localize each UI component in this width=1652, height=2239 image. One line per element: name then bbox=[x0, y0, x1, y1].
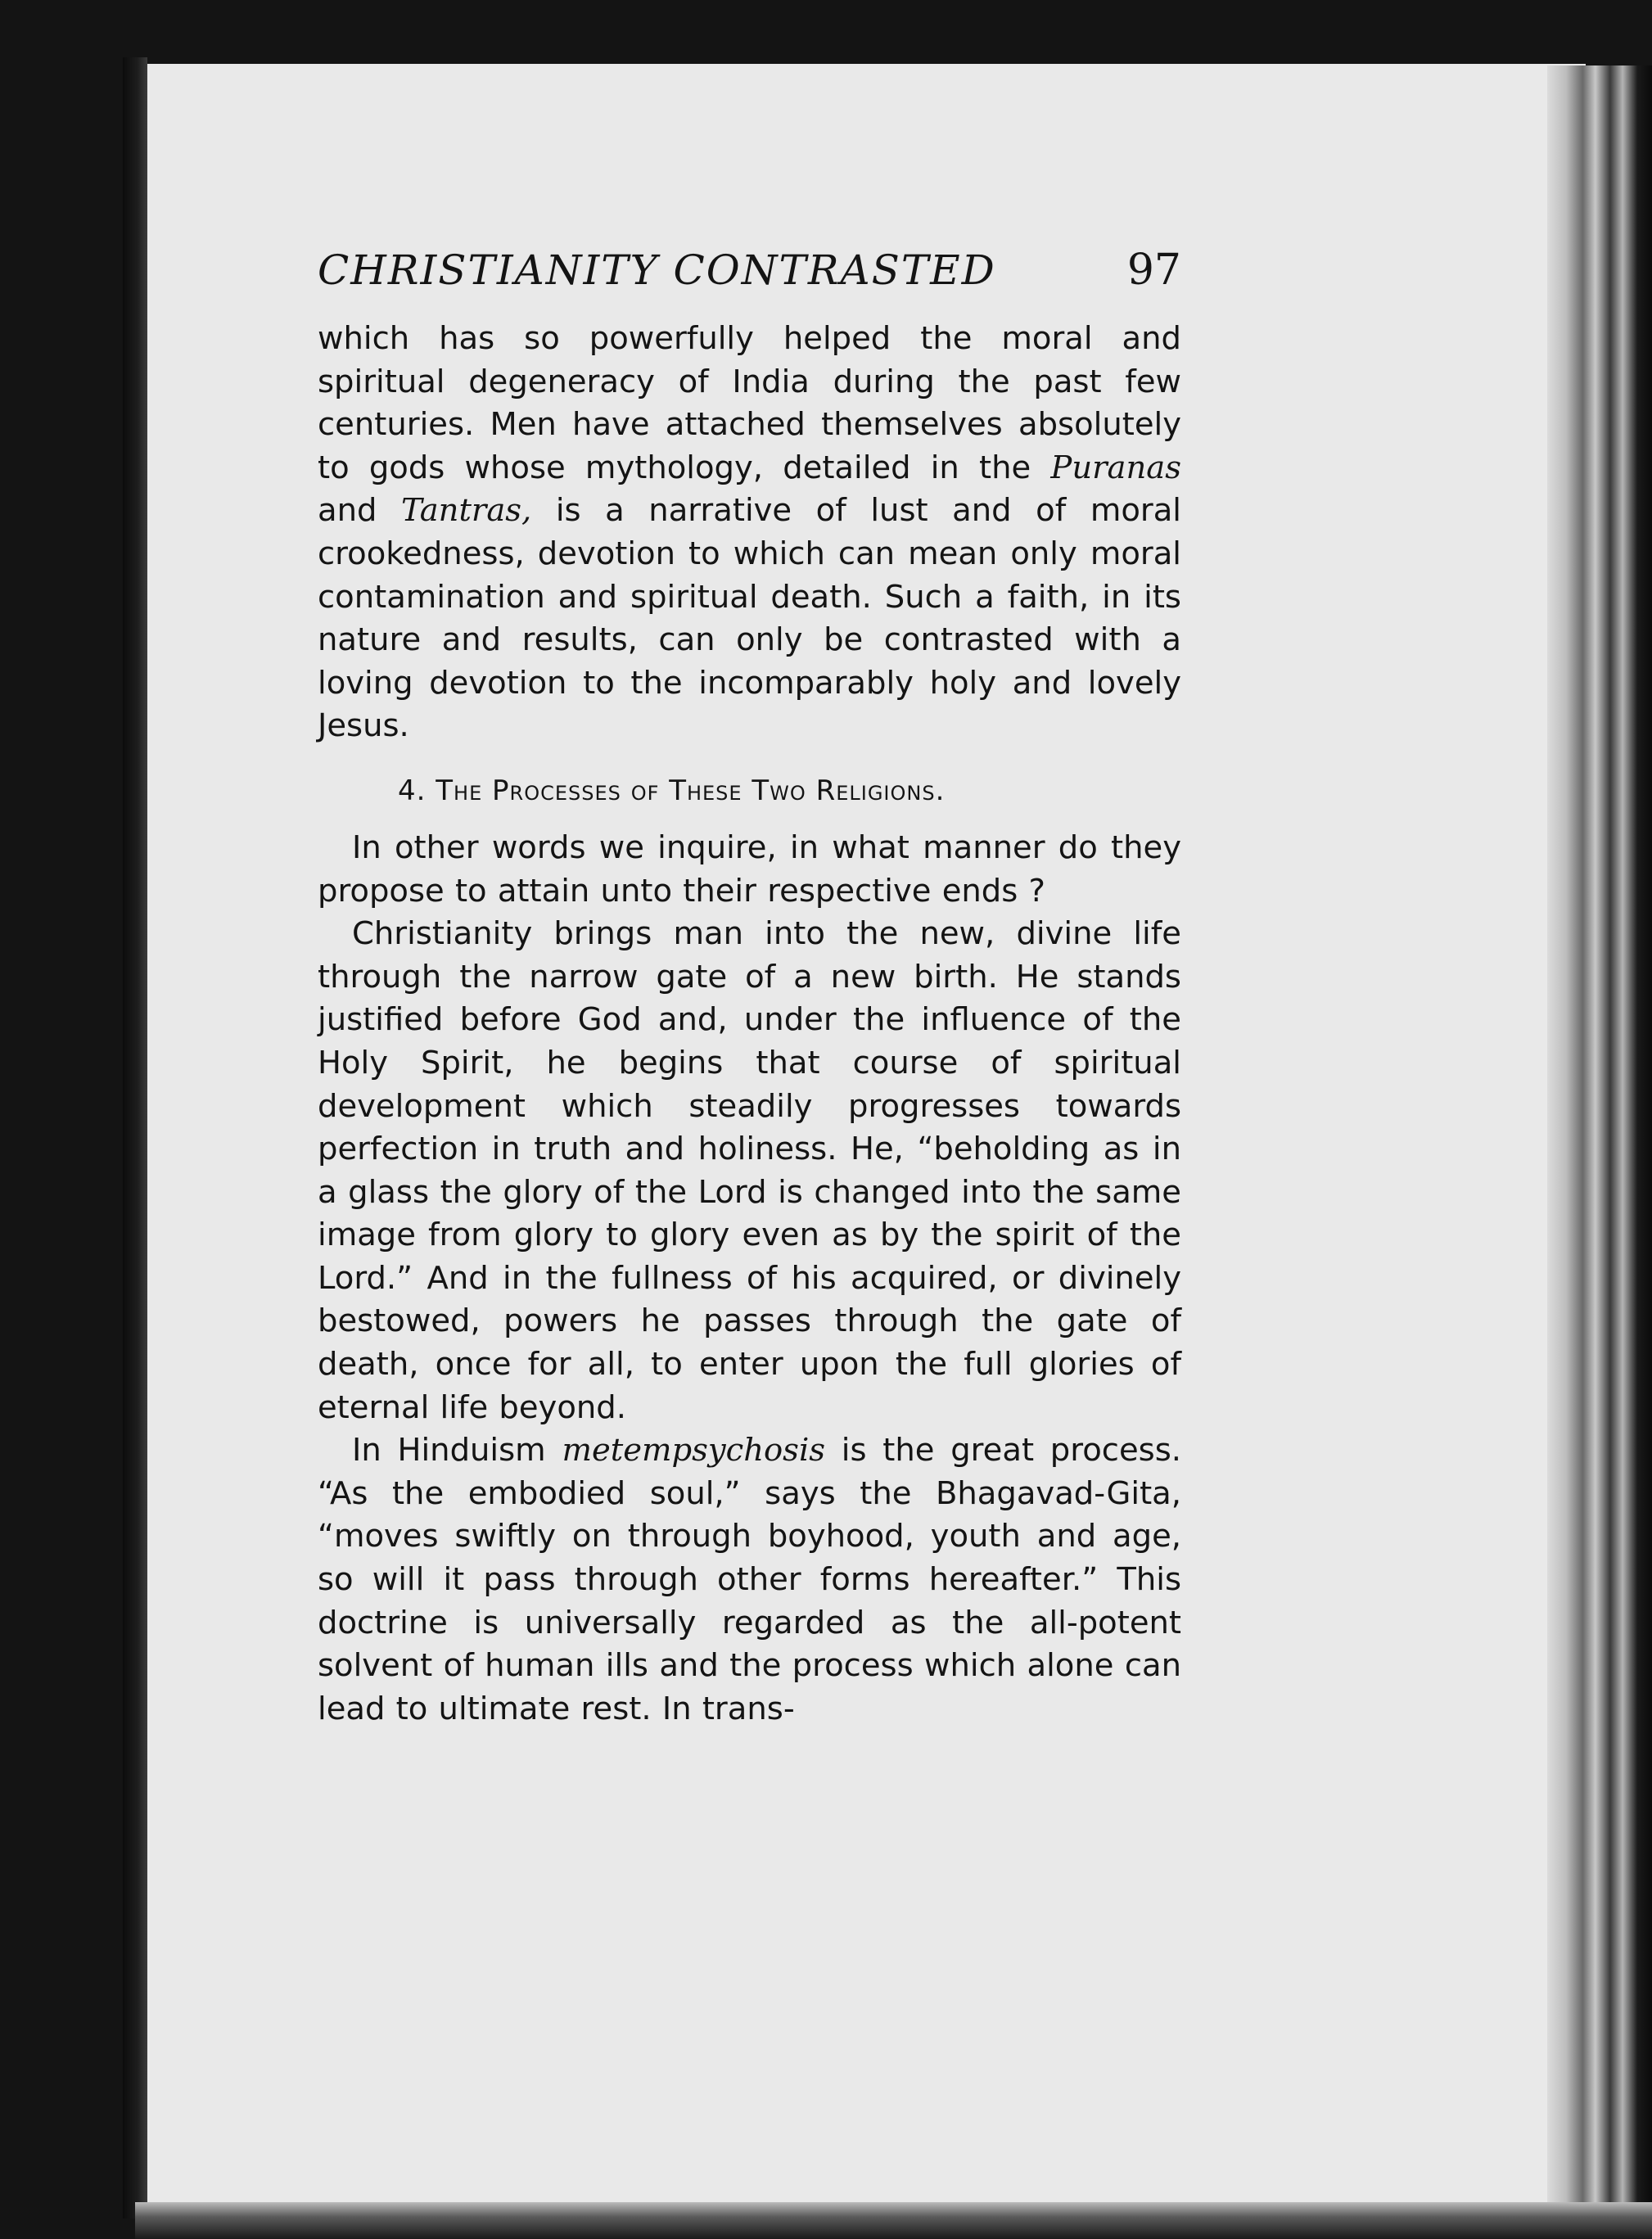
paragraph-text: is a narrative of lust and of moral crookedness, devotion to which can mean only moral contamination and spiritual death. Such a faith, in its nature and results, can only be contrasted with a loving devotion to the incomparably holy and lovely Jesus. bbox=[318, 492, 1181, 745]
body-text bbox=[318, 318, 1181, 1731]
paragraph-text: is the great process. “As the embodied soul,” says the Bhagavad-Gita, “moves swiftly on through boyhood, youth and age, so will it pass through other forms hereafter.” This doctrine is universally regarded as the all-potent solvent of human ills and the process which alone can lead to ultimate rest. In trans- bbox=[318, 1432, 1181, 1727]
paragraph-continued bbox=[318, 318, 1181, 748]
page-content bbox=[318, 246, 1181, 1731]
paragraph-text: and bbox=[318, 492, 401, 530]
running-head bbox=[318, 246, 1181, 311]
left-binding-edge bbox=[123, 57, 147, 2219]
running-title: CHRISTIANITY CONTRASTED bbox=[318, 246, 996, 294]
section-heading: 4. The Processes of These Two Religions. bbox=[398, 774, 946, 807]
italic-term-puranas: Puranas bbox=[1050, 449, 1181, 486]
paragraph-hinduism bbox=[318, 1429, 1181, 1731]
paragraph-christianity: Christianity brings man into the new, divine life through the narrow gate of a new birth. He stands justified before God and, under the influence of the Holy Spirit, he begins that course of spiritual development which steadily progresses towards perfection in truth and holiness. He, “beholding as in a glass the glory of the Lord is changed into the same image from glory to glory even as by the spirit of the Lord.” And in the fullness of his acquired, or divinely bestowed, powers he passes through the gate of death, once for all, to enter upon the full glories of eternal life beyond. bbox=[318, 915, 1181, 1426]
italic-term-metempsychosis: metempsychosis bbox=[562, 1432, 826, 1469]
paragraph-inquiry: In other words we inquire, in what manner do they propose to attain unto their respective ends ? bbox=[318, 828, 1181, 910]
paragraph-text: In Hinduism bbox=[352, 1432, 562, 1469]
right-page-edges bbox=[1547, 65, 1652, 2210]
italic-term-tantras: Tantras, bbox=[401, 492, 532, 530]
page-number: 97 bbox=[1126, 246, 1181, 295]
paragraph-text: which has so powerfully helped the moral and spiritual degeneracy of India during the past few centuries. Men have attached themselves absolutely to gods whose mythology, detailed in the bbox=[318, 320, 1181, 486]
bottom-page-edges bbox=[135, 2202, 1652, 2239]
